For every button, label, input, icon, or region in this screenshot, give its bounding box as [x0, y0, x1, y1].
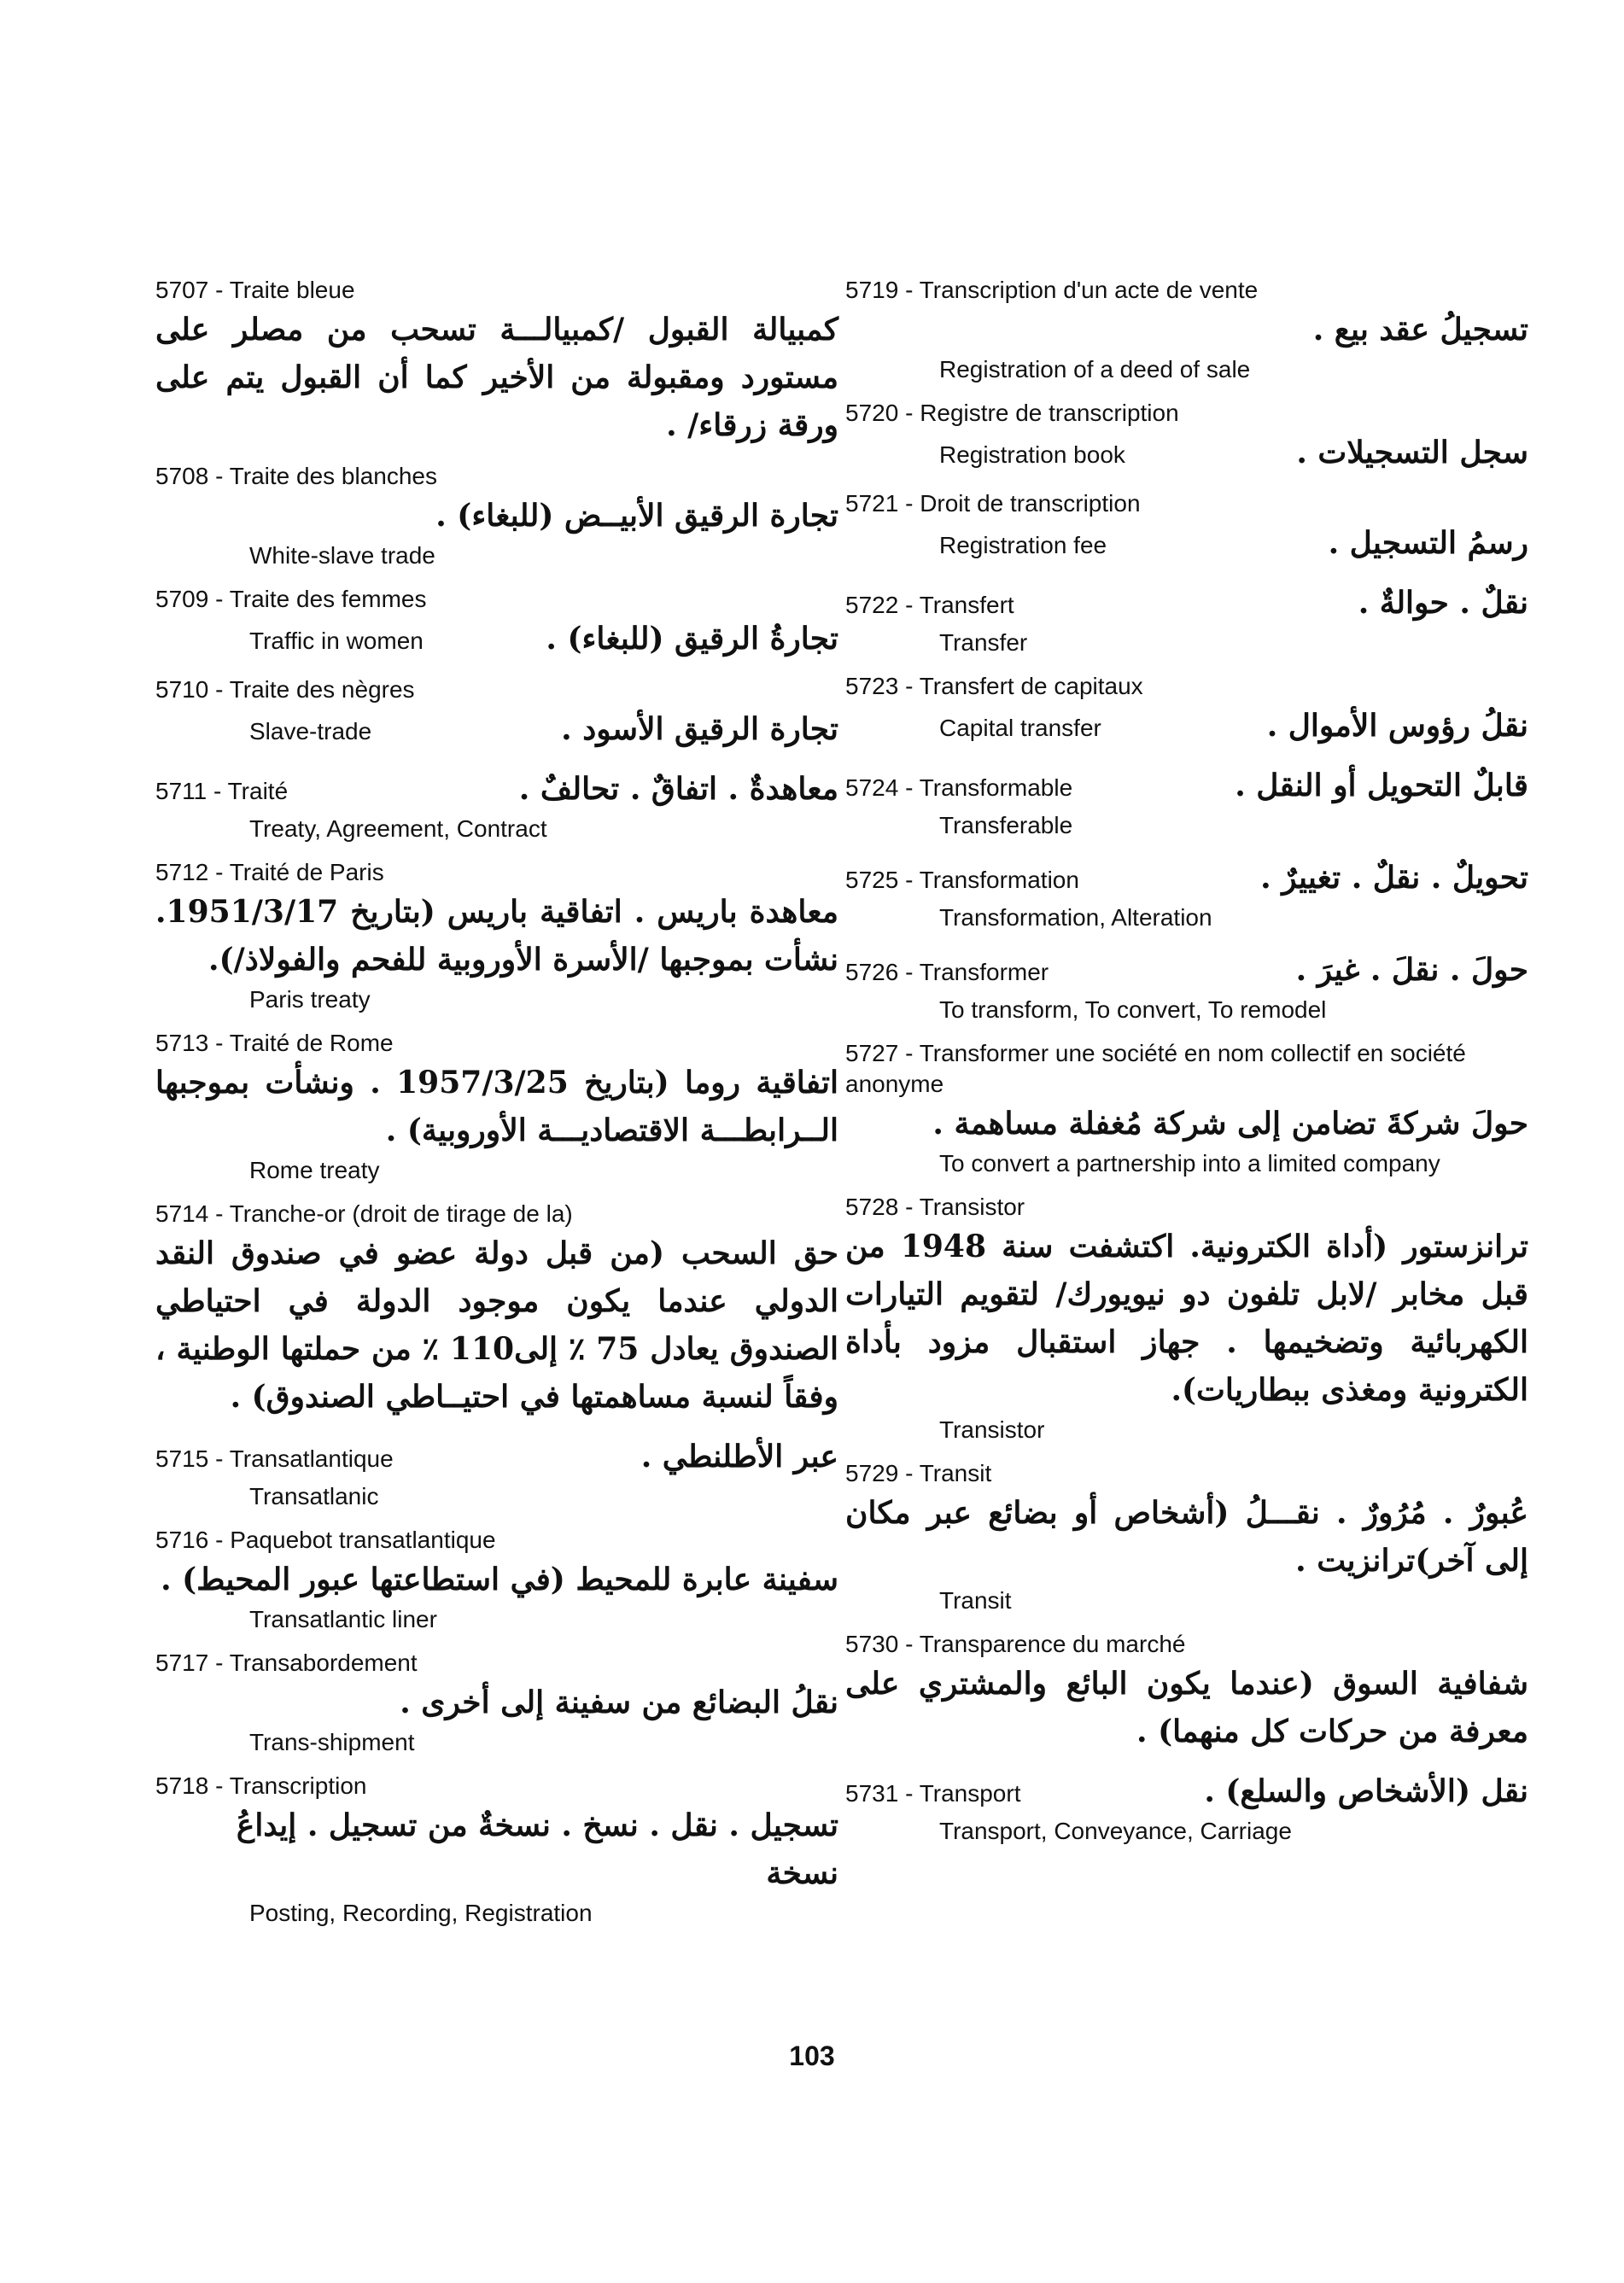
entry-heading: 5719 - Transcription d'un acte de vente [845, 277, 1259, 303]
entry-heading: 5708 - Traite des blanches [155, 463, 438, 489]
arabic-definition: تجارةُ الرقيق (للبغاء) . [546, 621, 838, 657]
entry-heading: 5716 - Paquebot transatlantique [155, 1527, 496, 1553]
entry-heading: 5731 - Transport [845, 1780, 1021, 1807]
english-translation: To convert a partnership into a limited company [939, 1150, 1440, 1177]
arabic-definition: تجارة الرقيق الأبيــض (للبغاء) . [435, 498, 838, 534]
entry-5729 [845, 1458, 1528, 1617]
english-translation: Posting, Recording, Registration [249, 1900, 593, 1926]
arabic-definition: حق السحب (من قبل دولة عضو في صندوق النقد الدولي عندما يكون موجود الدولة في احتياطي الصندوق يعادل 75 ٪ إلى110 ٪ من حملتها الوطنية ، وفقاً لنسبة مساهمتها في احتيــاطي الصندوق) . [155, 1235, 839, 1415]
arabic-definition: شفافية السوق (عندما يكون البائع والمشتري على معرفة من حركات كل منهما) . [845, 1666, 1528, 1749]
entry-5709 [155, 584, 838, 663]
arabic-definition: اتفاقية روما (بتاريخ 1957/3/25 . ونشأت بموجبها الــرابطـــة الاقتصاديـــة الأوروبية) . [155, 1065, 838, 1148]
entry-heading: 5727 - Transformer une société en nom collectif en société anonyme [845, 1040, 1466, 1097]
entry-5717 [155, 1648, 838, 1759]
entry-heading: 5707 - Traite bleue [155, 277, 355, 303]
entry-heading: 5724 - Transformable [845, 774, 1073, 801]
entry-5720 [845, 398, 1528, 476]
entry-5728 [845, 1192, 1528, 1446]
english-translation: Transfer [939, 629, 1028, 656]
arabic-definition: عُبورٌ . مُرُورٌ . نقـــلُ (أشخاص أو بضائع عبر مكان إلى آخر)ترانزيت . [845, 1495, 1528, 1579]
entry-heading: 5714 - Tranche-or (droit de tirage de la) [155, 1200, 573, 1227]
entry-5726 [845, 946, 1528, 1026]
right-column [845, 275, 1528, 1848]
entry-5711 [155, 765, 838, 845]
entry-heading: 5728 - Transistor [845, 1194, 1025, 1220]
entry-heading: 5723 - Transfert de capitaux [845, 673, 1143, 699]
english-translation: Traffic in women [249, 628, 424, 654]
entry-5718 [155, 1771, 838, 1930]
english-translation: Transistor [939, 1416, 1045, 1443]
english-translation: Transit [939, 1587, 1012, 1614]
entry-5713 [155, 1028, 838, 1187]
entry-5707 [155, 275, 838, 449]
entry-5725 [845, 854, 1528, 934]
english-translation: Slave-trade [249, 718, 372, 744]
arabic-definition: حولَ . نقلَ . غيرَ . [1295, 952, 1528, 988]
entry-5708 [155, 461, 838, 572]
entry-5719 [845, 275, 1528, 386]
entry-5730 [845, 1629, 1528, 1755]
entry-heading: 5717 - Transabordement [155, 1649, 418, 1676]
arabic-definition: معاهدة باريس . اتفاقية باريس (بتاريخ 1951/3/17. نشأت بموجبها /الأسرة الأوروبية للفحم والفولاذ/). [155, 894, 838, 978]
english-translation: Paris treaty [249, 986, 371, 1013]
entry-5716 [155, 1525, 838, 1636]
entry-heading: 5725 - Transformation [845, 867, 1079, 893]
page-number: 103 [789, 2041, 835, 2071]
arabic-definition: سجل التسجيلات . [1296, 435, 1528, 470]
arabic-definition: حولَ شركةَ تضامن إلى شركة مُغفلة مساهمة . [932, 1106, 1528, 1142]
entry-heading: 5722 - Transfert [845, 592, 1014, 618]
entry-heading: 5709 - Traite des femmes [155, 586, 427, 612]
left-column [155, 275, 838, 1930]
english-translation: Registration of a deed of sale [939, 356, 1251, 382]
entry-heading: 5729 - Transit [845, 1460, 992, 1486]
english-translation: Trans-shipment [249, 1729, 415, 1755]
entry-5710 [155, 674, 838, 753]
entry-5714 [155, 1199, 838, 1421]
english-translation: Registration fee [939, 532, 1107, 558]
arabic-definition: كمبيالة القبول /كمبيالـــة تسحب من مصلر على مستورد ومقبولة من الأخير كما أن القبول يتم على ورقة زرقاء/ . [155, 312, 838, 443]
english-translation: Capital transfer [939, 715, 1101, 741]
entry-heading: 5712 - Traité de Paris [155, 859, 384, 885]
english-translation: To transform, To convert, To remodel [939, 996, 1327, 1023]
arabic-definition: تجارة الرقيق الأسود . [561, 711, 838, 747]
entry-5727 [845, 1038, 1528, 1180]
entry-5731 [845, 1767, 1528, 1848]
entry-5723 [845, 671, 1528, 750]
english-translation: White-slave trade [249, 542, 435, 569]
arabic-definition: سفينة عابرة للمحيط (في استطاعتها عبور المحيط) . [161, 1562, 838, 1597]
entry-5712 [155, 857, 838, 1016]
arabic-definition: نقلُ رؤوس الأموال . [1266, 708, 1528, 744]
arabic-definition: تسجيلُ عقد بيع . [1312, 312, 1528, 347]
entry-heading: 5711 - Traité [155, 778, 289, 804]
english-translation: Rome treaty [249, 1157, 380, 1183]
english-translation: Transformation, Alteration [939, 904, 1212, 931]
english-translation: Transatlantic liner [249, 1606, 437, 1632]
arabic-definition: تسجيل . نقل . نسخ . نسخةٌ من تسجيل . إيداعُ نسخة [236, 1807, 838, 1891]
arabic-definition: نقل (الأشخاص والسلع) . [1204, 1773, 1528, 1809]
entry-heading: 5721 - Droit de transcription [845, 490, 1141, 517]
entry-heading: 5713 - Traité de Rome [155, 1030, 394, 1056]
entry-5724 [845, 762, 1528, 842]
arabic-definition: قابلٌ التحويل أو النقل . [1235, 768, 1528, 803]
entry-heading: 5720 - Registre de transcription [845, 400, 1179, 426]
entry-heading: 5718 - Transcription [155, 1772, 367, 1799]
entry-heading: 5715 - Transatlantique [155, 1445, 394, 1472]
arabic-definition: نقلٌ . حوالةٌ . [1358, 585, 1528, 621]
entry-5722 [845, 579, 1528, 659]
english-translation: Registration book [939, 441, 1125, 468]
entry-heading: 5726 - Transformer [845, 959, 1049, 985]
arabic-definition: رسمُ التسجيل . [1328, 525, 1528, 561]
arabic-definition: ترانزستور (أداة الكترونية. اكتشفت سنة 1948 من قبل مخابر /لابل تلفون دو نيويورك/ لتقويم التيارات الكهربائية وتضخيمها . جهاز استقبال مزود بأداة الكترونية ومغذى ببطاريات). [845, 1229, 1528, 1408]
arabic-definition: تحويلٌ . نقلٌ . تغييرٌ . [1260, 860, 1528, 896]
entry-heading: 5710 - Traite des nègres [155, 676, 415, 703]
english-translation: Transferable [939, 812, 1073, 838]
arabic-definition: معاهدةٌ . اتفاقٌ . تحالفٌ . [518, 771, 838, 807]
entry-heading: 5730 - Transparence du marché [845, 1631, 1186, 1657]
arabic-definition: نقلُ البضائع من سفينة إلى أخرى . [400, 1685, 838, 1720]
english-translation: Transport, Conveyance, Carriage [939, 1818, 1292, 1844]
entry-5715 [155, 1433, 838, 1513]
arabic-definition: عبر الأطلنطي . [640, 1439, 838, 1474]
entry-5721 [845, 488, 1528, 567]
english-translation: Transatlanic [249, 1483, 379, 1509]
english-translation: Treaty, Agreement, Contract [249, 815, 547, 842]
